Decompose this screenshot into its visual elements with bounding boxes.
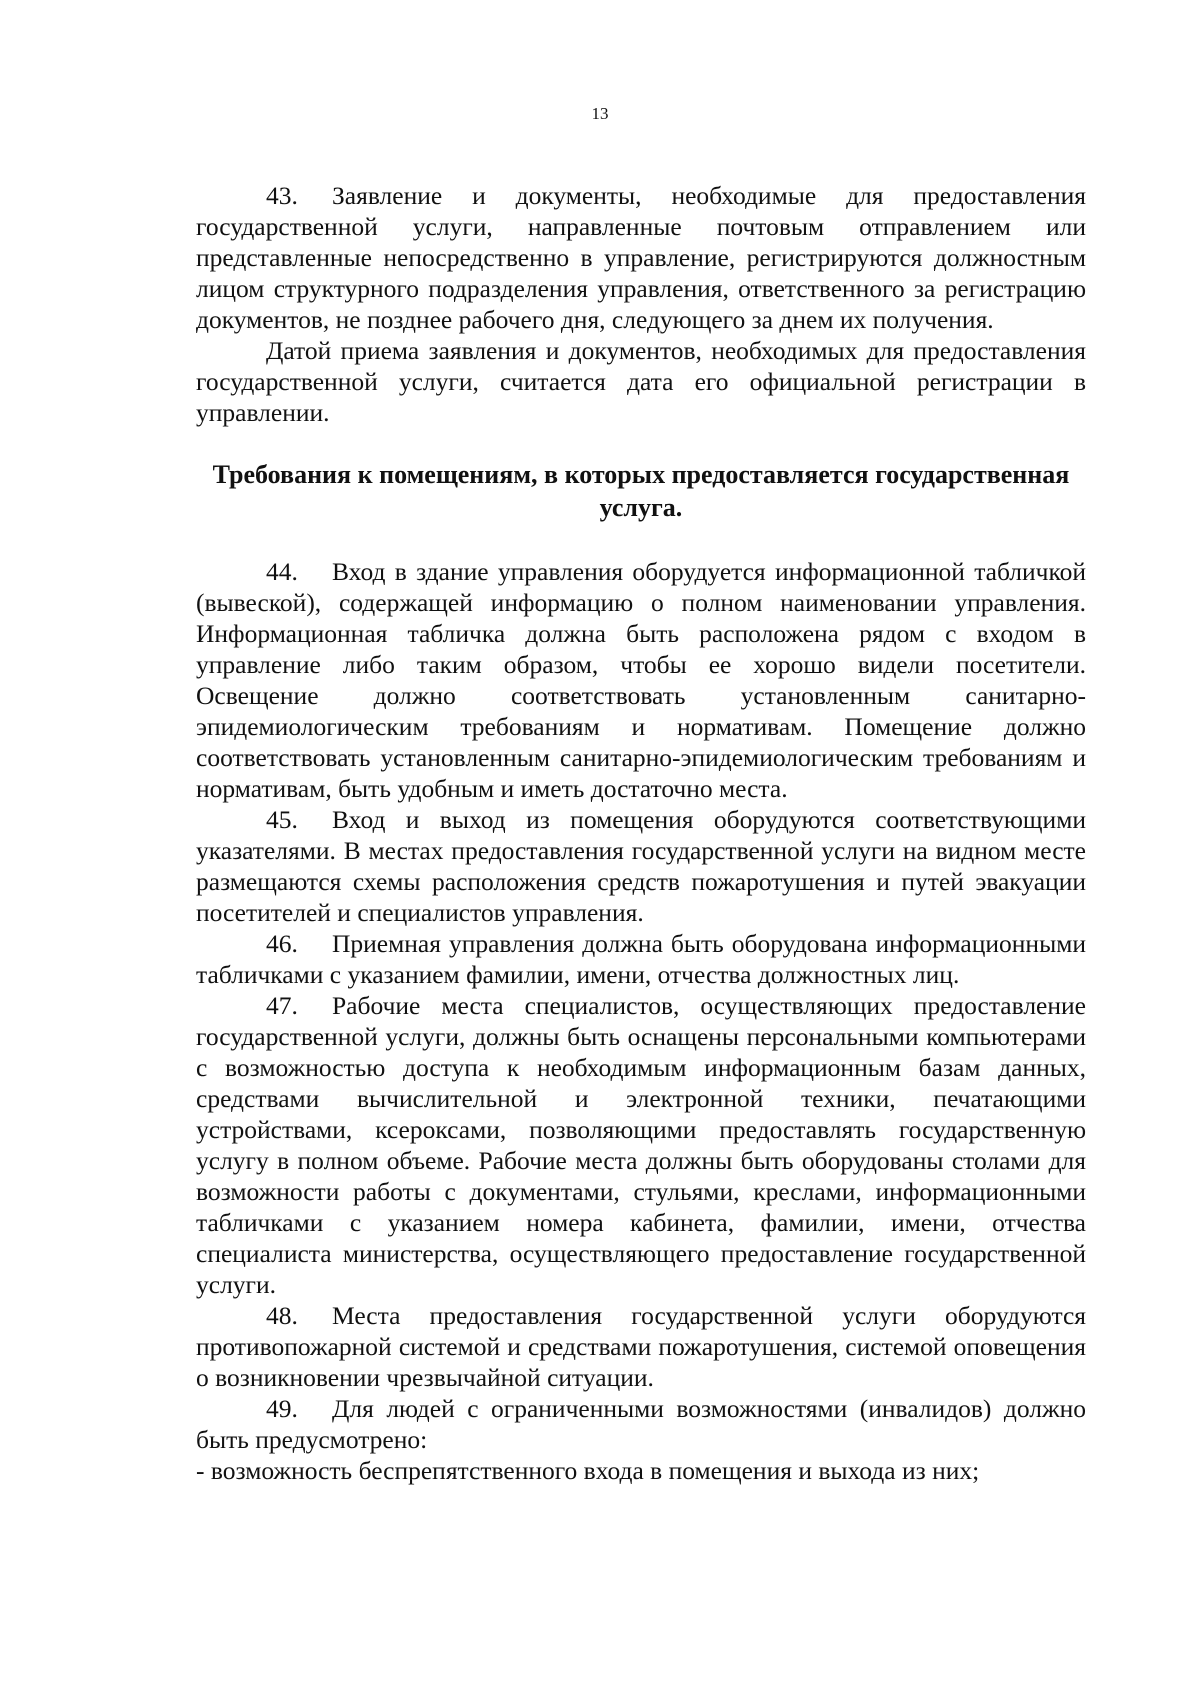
paragraph-number: 43. <box>266 181 298 210</box>
section-heading: Требования к помещениям, в которых предоставляется государственная услуга. <box>212 460 1070 522</box>
document-body <box>196 180 1086 1486</box>
paragraph-number: 49. <box>266 1394 298 1423</box>
page-number: 13 <box>591 104 609 123</box>
paragraph-number: 46. <box>266 929 298 958</box>
paragraph-44 <box>196 556 1086 804</box>
paragraph-text: Датой приема заявления и документов, необходимых для предоставления государственной услуги, считается дата его официальной регистрации в управлении. <box>196 336 1086 427</box>
paragraph-text: Для людей с ограниченными возможностями (инвалидов) должно быть предусмотрено: <box>196 1394 1086 1454</box>
paragraph-text: Вход в здание управления оборудуется информационной табличкой (вывеской), содержащей информацию о полном наименовании управления. Информационная табличка должна быть расположена рядом с входом в управление либо таким образом, чтобы ее хорошо видели посетители. Освещение должно соответствовать установленным санитарно-эпидемиологическим требованиям и нормативам. Помещение должно соответствовать установленным санитарно-эпидемиологическим требованиям и нормативам, быть удобным и иметь достаточно места. <box>196 557 1086 803</box>
paragraph-number: 44. <box>266 557 298 586</box>
paragraph-number: 45. <box>266 805 298 834</box>
paragraph-text: Вход и выход из помещения оборудуются соответствующими указателями. В местах предоставления государственной услуги на видном месте размещаются схемы расположения средств пожаротушения и путей эвакуации посетителей и специалистов управления. <box>196 805 1086 927</box>
paragraph-49 <box>196 1393 1086 1455</box>
paragraph-47 <box>196 990 1086 1300</box>
paragraph-43 <box>196 180 1086 335</box>
paragraph-46 <box>196 928 1086 990</box>
paragraph-text: Приемная управления должна быть оборудована информационными табличками с указанием фамилии, имени, отчества должностных лиц. <box>196 929 1086 989</box>
paragraph-number: 47. <box>266 991 298 1020</box>
paragraph-date-of-receipt <box>196 335 1086 428</box>
bullet-item: - возможность беспрепятственного входа в помещения и выхода из них; <box>196 1456 980 1485</box>
paragraph-text: Места предоставления государственной услуги оборудуются противопожарной системой и средствами пожаротушения, системой оповещения о возникновении чрезвычайной ситуации. <box>196 1301 1086 1392</box>
paragraph-45 <box>196 804 1086 928</box>
paragraph-number: 48. <box>266 1301 298 1330</box>
paragraph-48 <box>196 1300 1086 1393</box>
paragraph-text: Заявление и документы, необходимые для предоставления государственной услуги, направленные почтовым отправлением или представленные непосредственно в управление, регистрируются должностным лицом структурного подразделения управления, ответственного за регистрацию документов, не позднее рабочего дня, следующего за днем их получения. <box>196 181 1086 334</box>
paragraph-text: Рабочие места специалистов, осуществляющих предоставление государственной услуги, должны быть оснащены персональными компьютерами с возможностью доступа к необходимым информационным базам данных, средствами вычислительной и электронной техники, печатающими устройствами, ксероксами, позволяющими предоставлять государственную услугу в полном объеме. Рабочие места должны быть оборудованы столами для возможности работы с документами, стульями, креслами, информационными табличками с указанием номера кабинета, фамилии, имени, отчества специалиста министерства, осуществляющего предоставление государственной услуги. <box>196 991 1086 1299</box>
